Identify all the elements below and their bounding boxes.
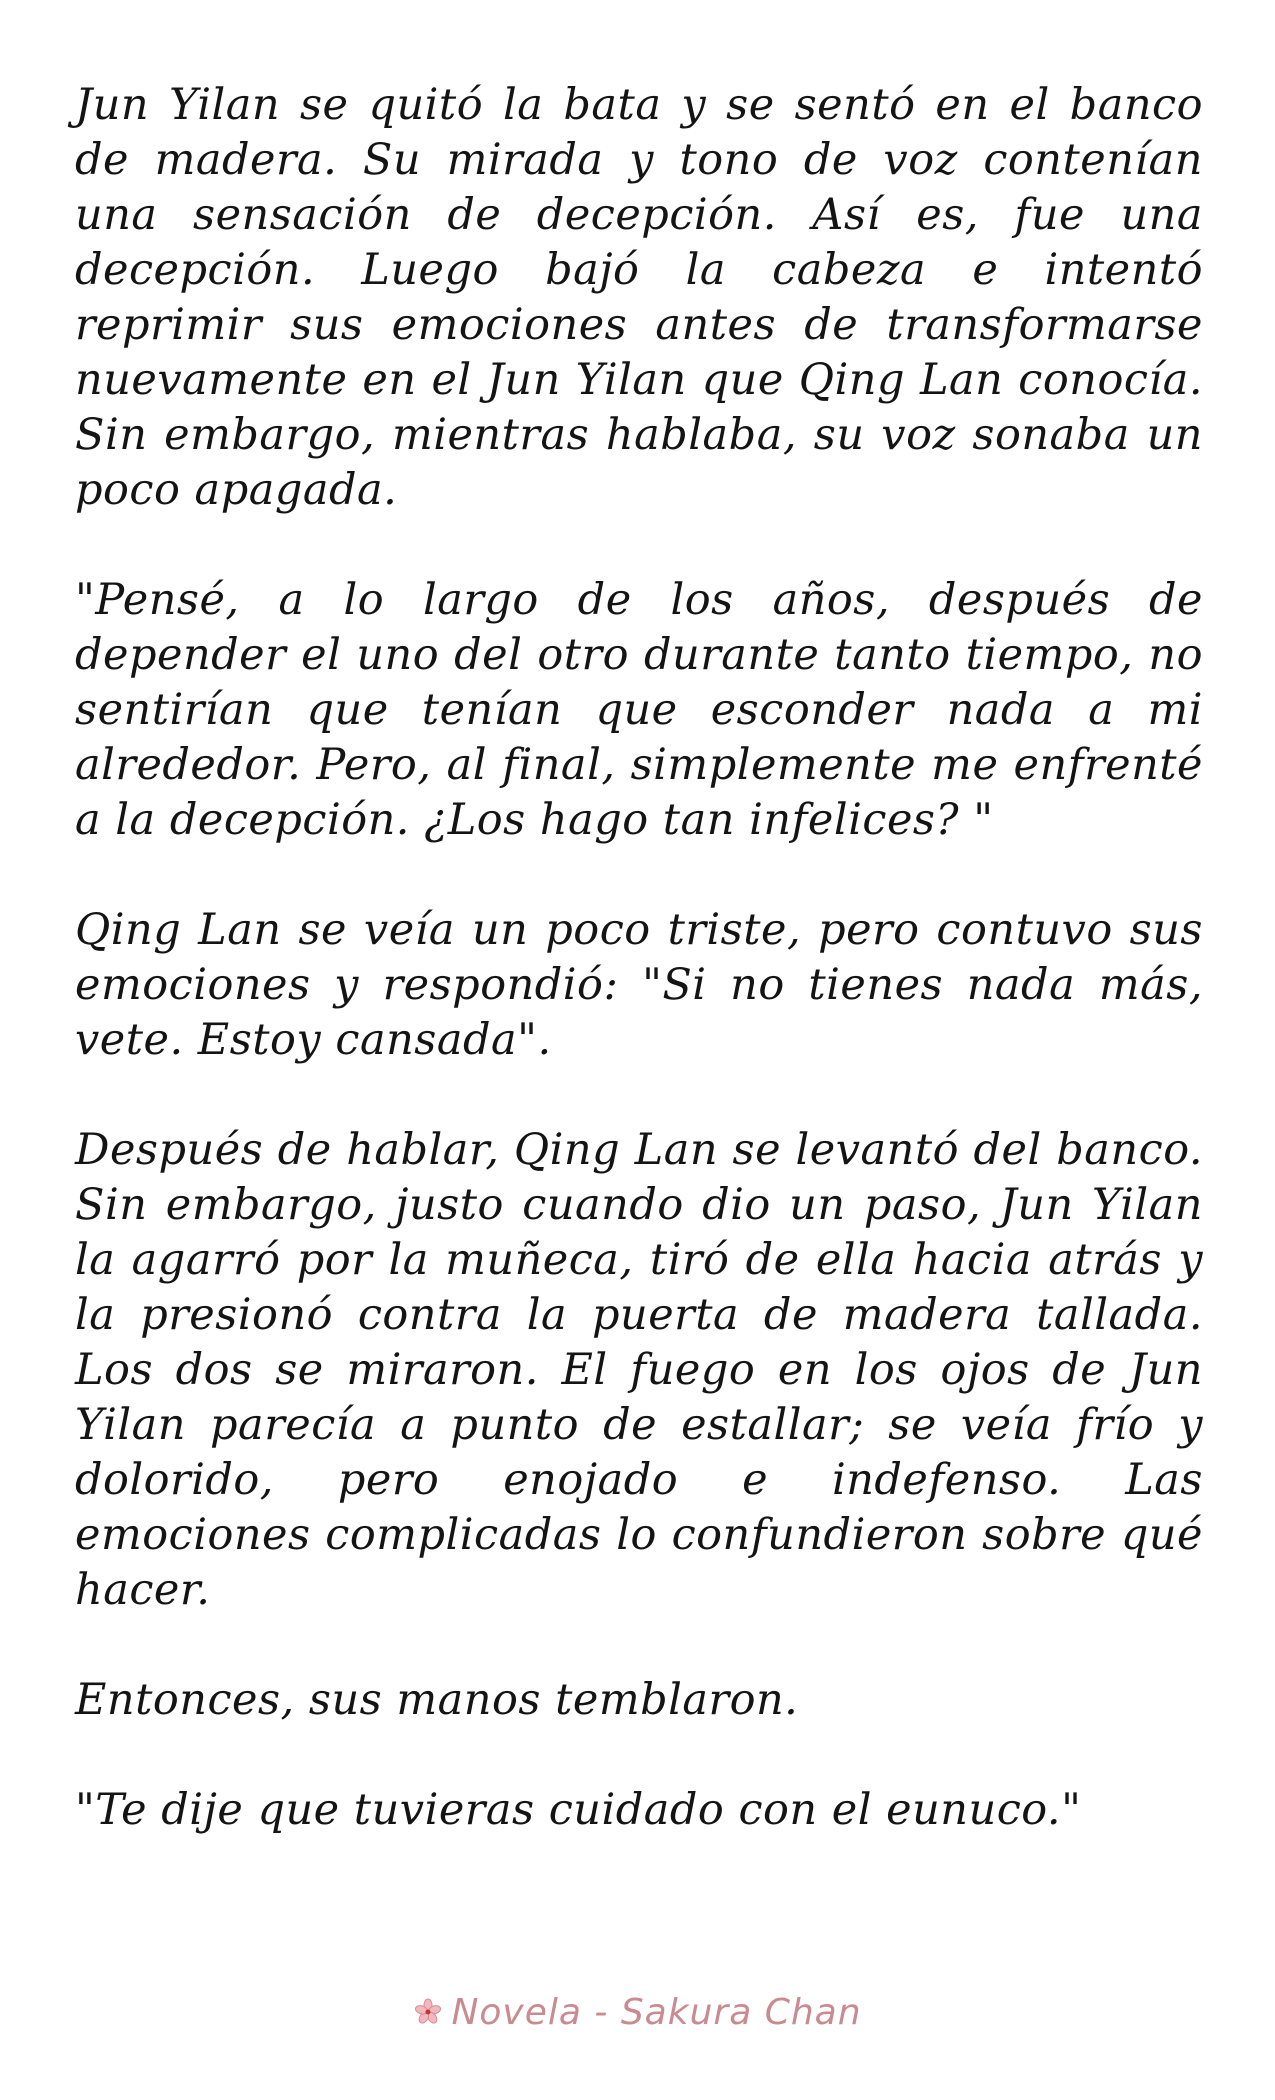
paragraph-3: Qing Lan se veía un poco triste, pero contuvo sus emociones y respondió: "Si no tienes nada más, vete. Estoy cansada". xyxy=(75,905,1203,1065)
paragraph-5: Entonces, sus manos temblaron. xyxy=(75,1675,799,1725)
watermark-text: Novela - Sakura Chan xyxy=(451,1991,862,2033)
paragraph-4: Después de hablar, Qing Lan se levantó del banco. Sin embargo, justo cuando dio un paso, Jun Yilan la agarró por la muñeca, tiró de ella hacia atrás y la presionó contra la puerta de madera tallada. Los dos se miraron. El fuego en los ojos de Jun Yilan parecía a punto de estallar; se veía frío y dolorido, pero enojado e indefenso. Las emociones complicadas lo confundieron sobre qué hacer. xyxy=(75,1125,1203,1615)
story-text xyxy=(75,78,1203,1893)
watermark xyxy=(0,1982,1275,2042)
paragraph-2: "Pensé, a lo largo de los años, después de depender el uno del otro durante tanto tiempo, no sentirían que tenían que esconder nada a mi alrededor. Pero, al final, simplemente me enfrenté a la decepción. ¿Los hago tan infelices? " xyxy=(75,575,1203,845)
paragraph-1: Jun Yilan se quitó la bata y se sentó en el banco de madera. Su mirada y tono de voz contenían una sensación de decepción. Así es, fue una decepción. Luego bajó la cabeza e intentó reprimir sus emociones antes de transformarse nuevamente en el Jun Yilan que Qing Lan conocía. Sin embargo, mientras hablaba, su voz sonaba un poco apagada. xyxy=(75,80,1203,515)
paragraph-6: "Te dije que tuvieras cuidado con el eunuco." xyxy=(75,1785,1082,1835)
sakura-flower-icon xyxy=(413,1997,443,2027)
